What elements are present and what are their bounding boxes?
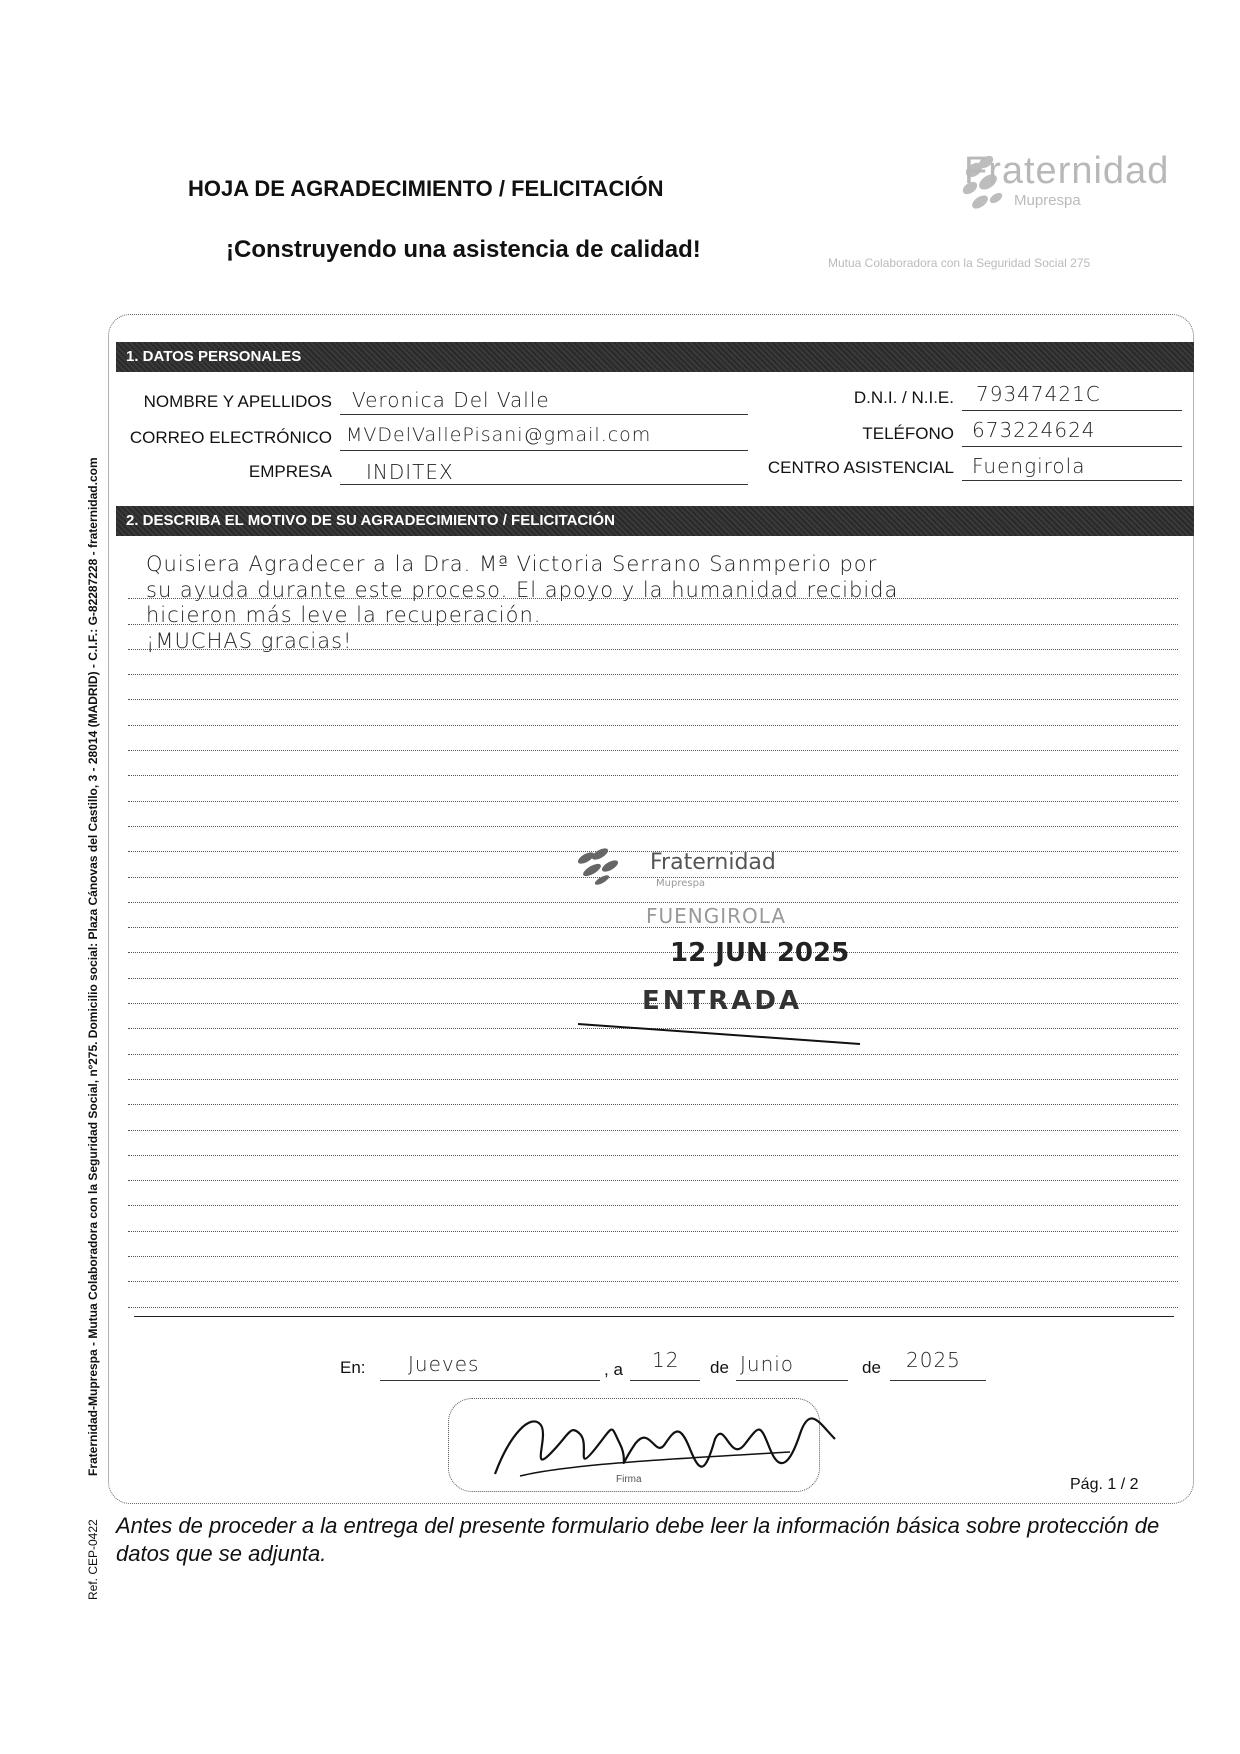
company-label: EMPRESA [248,462,332,481]
year-line [890,1380,986,1381]
logo-tagline: Mutua Colaboradora con la Seguridad Social 275 [828,256,1091,270]
page-title: HOJA DE AGRADECIMIENTO / FELICITACIÓN [188,176,664,201]
name-field[interactable]: Veronica Del Valle [352,388,550,412]
year-field[interactable]: 2025 [906,1348,961,1372]
email-label: CORREO ELECTRÓNICO [129,428,332,447]
phone-field[interactable]: 673224624 [972,418,1096,442]
month-de-label: de [710,1358,729,1377]
dni-label: D.N.I. / N.I.E. [853,388,954,407]
name-label: NOMBRE Y APELLIDOS [143,392,332,411]
reception-stamp [570,840,870,1070]
phone-line [962,446,1182,447]
section-reason-header: 2. DESCRIBA EL MOTIVO DE SU AGRADECIMIENTO / FELICITACIÓN [116,506,1194,536]
place-line [380,1380,600,1381]
data-protection-notice: Antes de proceder a la entrega del presente formulario debe leer la información básica sobre protección de datos que se adjunta. [116,1513,1160,1566]
reason-text-area[interactable] [146,552,1166,654]
center-field[interactable]: Fuengirola [972,454,1086,478]
logo-name: Fraternidad [964,150,1170,192]
dni-field[interactable]: 79347421C [976,382,1101,406]
dni-line [962,410,1182,411]
reason-line: hicieron más leve la recuperación. [146,603,542,627]
day-line [630,1380,700,1381]
stamp-name: Fraternidad [650,850,776,875]
phone-label: TELÉFONO [862,424,954,443]
email-field[interactable]: MVDelVallePisani@gmail.com [346,424,652,446]
company-line [340,484,748,485]
logo-subname: Muprespa [1014,192,1081,209]
company-field[interactable]: INDITEX [366,460,454,484]
year-de-label: de [862,1358,881,1377]
a-label: , a [604,1360,623,1379]
stamp-logo-icon [570,840,650,890]
month-field[interactable]: Junio [740,1352,795,1376]
section-personal-data-header: 1. DATOS PERSONALES [116,342,1194,372]
stamp-date: 12 JUN 2025 [670,938,850,968]
page-subtitle: ¡Construyendo una asistencia de calidad! [226,236,701,263]
email-line [340,450,748,451]
place-label: En: [340,1358,366,1377]
page-number: Pág. 1 / 2 [1070,1476,1139,1493]
signature-label: Firma [616,1474,642,1485]
stamp-stroke [570,1020,870,1050]
stamp-sub: Muprespa [656,878,706,889]
day-field[interactable]: 12 [652,1348,680,1372]
stamp-city: FUENGIROLA [646,904,787,928]
day-name-field[interactable]: Jueves [408,1352,480,1376]
form-reference: Ref. CEP-0422 [86,1519,100,1600]
month-line [736,1380,848,1381]
handwritten-signature-icon [490,1404,860,1494]
reason-line: Quisiera Agradecer a la Dra. Mª Victoria Serrano Sanmperio por [146,552,878,576]
center-line [962,480,1182,481]
section-end-line [134,1316,1174,1317]
side-legal-text: Fraternidad-Muprespa - Mutua Colaboradora con la Seguridad Social, nº275. Domicilio social: Plaza Cánovas del Castillo, 3 - 28014 (MADRID) - C.I.F.: G-82287228 - fraternidad.com [86,457,100,1476]
name-line [340,414,748,415]
stamp-status: ENTRADA [642,986,803,1016]
center-label: CENTRO ASISTENCIAL [767,458,954,477]
reason-line: ¡MUCHAS gracias! [146,628,353,653]
reason-line: su ayuda durante este proceso. El apoyo y la humanidad recibida [146,577,899,602]
